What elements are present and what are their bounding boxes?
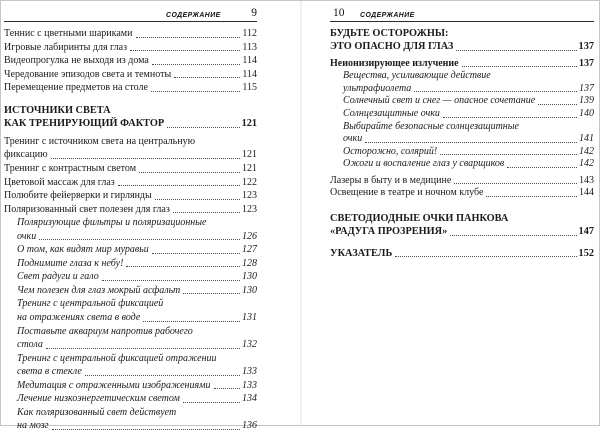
toc-entry: [4, 338, 257, 352]
toc-entry: [4, 135, 257, 149]
toc-entry-title: на отражениях света в воде: [17, 312, 141, 324]
toc-entry-title: очки: [17, 230, 37, 242]
toc-entry-page-number: 141: [579, 133, 594, 145]
dot-leader: [126, 266, 240, 267]
toc-entry: [4, 27, 257, 41]
toc-entry-page-number: 147: [578, 226, 594, 238]
toc-entry-page-number: 114: [242, 68, 258, 80]
toc-entry: [4, 81, 257, 95]
toc-entry: [4, 325, 257, 339]
toc-entry-title: Освещение в театре и ночном клубе: [330, 187, 484, 199]
page-header-right: [330, 6, 594, 22]
toc-entry-title: Медитация с отраженными изображениями: [17, 379, 211, 391]
page-right: [300, 1, 599, 425]
toc-entry-page-number: 127: [242, 244, 258, 256]
dot-leader: [102, 280, 240, 281]
dot-leader: [143, 321, 240, 322]
toc-entry-page-number: 115: [242, 82, 258, 94]
toc-entry: [4, 365, 257, 379]
toc-entry-title: Теннис с цветными шариками: [4, 28, 133, 39]
toc-entry-title: стола: [17, 339, 43, 351]
dot-leader: [152, 253, 240, 254]
dot-leader: [174, 77, 240, 78]
toc-entry: [330, 225, 594, 238]
dot-leader: [365, 142, 577, 143]
toc-entry: [4, 311, 257, 325]
toc-entry-page-number: 112: [242, 28, 258, 39]
toc-list-left: [4, 27, 257, 433]
toc-entry: [4, 392, 257, 406]
page-left: [1, 1, 300, 432]
toc-entry: [4, 189, 257, 203]
toc-entry: [330, 175, 594, 188]
dot-leader: [130, 50, 240, 51]
toc-entry: [330, 95, 594, 108]
toc-entry: [330, 58, 594, 71]
toc-entry-page-number: 142: [579, 145, 594, 157]
running-title: СОДЕРЖАНИЕ: [359, 10, 415, 19]
toc-entry-title: Как поляризованный свет действует: [17, 406, 177, 418]
dot-leader: [538, 104, 577, 105]
dot-leader: [414, 91, 577, 92]
dot-leader: [214, 388, 240, 389]
toc-entry-title: Полюбите фейерверки и гирлянды: [4, 190, 152, 202]
toc-entry-page-number: 137: [579, 57, 594, 69]
toc-entry-title: ИСТОЧНИКИ СВЕТА: [4, 104, 111, 116]
toc-entry-title: Видеопрогулка не выходя из дома: [4, 55, 149, 67]
toc-entry-page-number: 123: [242, 203, 258, 215]
toc-entry: [330, 27, 594, 40]
toc-entry-title: Солнцезащитные очки: [343, 108, 440, 119]
toc-entry: [4, 216, 257, 230]
toc-entry-page-number: 130: [242, 271, 258, 283]
dot-leader: [462, 66, 577, 67]
toc-entry: [4, 68, 257, 82]
toc-entry: [4, 284, 257, 298]
toc-entry-title: Солнечный свет и снег — опасное сочетание: [343, 95, 536, 107]
toc-entry-title: Поляризованный свет полезен для глаз: [4, 203, 170, 215]
toc-entry: [4, 203, 257, 217]
toc-entry-page-number: 152: [578, 247, 594, 259]
toc-entry-page-number: 137: [578, 41, 594, 53]
toc-entry-title: света в стекле: [17, 366, 82, 378]
toc-entry-title: ультрафиолета: [343, 82, 412, 94]
toc-entry: [4, 419, 257, 433]
toc-entry-title: Тренинг с центральной фиксацией: [17, 298, 164, 310]
toc-entry-title: Тренинг с контрастным светом: [4, 163, 137, 175]
toc-entry-page-number: 122: [242, 176, 258, 188]
toc-entry-page-number: 126: [242, 230, 258, 242]
toc-entry-title: фиксацию: [4, 149, 48, 161]
toc-entry-title: Чередование эпизодов света и темноты: [4, 68, 172, 80]
toc-entry-title: Лечение низкоэнергетическим светом: [17, 393, 180, 405]
toc-entry: [4, 379, 257, 393]
running-title: СОДЕРЖАНИЕ: [165, 10, 221, 19]
toc-entry-title: Цветовой массаж для глаз: [4, 176, 115, 188]
toc-entry: [330, 133, 594, 146]
toc-entry: [4, 54, 257, 68]
page-number: 9: [251, 7, 258, 19]
dot-leader: [443, 117, 577, 118]
dot-leader: [155, 199, 240, 200]
dot-leader: [52, 429, 241, 430]
toc-entry-title: Поставьте аквариум напротив рабочего: [17, 325, 193, 337]
toc-entry-title: Игровые лабиринты для глаз: [4, 41, 128, 53]
dot-leader: [440, 154, 577, 155]
dot-leader: [39, 239, 240, 240]
dot-leader: [51, 158, 240, 159]
dot-leader: [183, 293, 240, 294]
toc-entry: [4, 41, 257, 55]
toc-entry: [330, 121, 594, 134]
toc-entry: [4, 406, 257, 420]
toc-entry-title: Свет радуги и гало: [17, 271, 99, 283]
toc-entry-page-number: 144: [579, 187, 594, 199]
toc-entry-title: ЭТО ОПАСНО ДЛЯ ГЛАЗ: [330, 41, 454, 53]
toc-entry-page-number: 130: [242, 284, 258, 296]
page-number: 10: [333, 7, 345, 19]
toc-entry-title: О том, как видят мир муравьи: [17, 244, 149, 256]
toc-entry-page-number: 143: [579, 174, 594, 186]
toc-entry: [4, 162, 257, 176]
toc-entry: [330, 108, 594, 121]
toc-entry-page-number: 128: [242, 257, 258, 269]
toc-entry-page-number: 133: [242, 366, 258, 378]
toc-entry: [4, 148, 257, 162]
toc-entry: [4, 352, 257, 366]
toc-entry: [4, 257, 257, 271]
toc-entry: [330, 212, 594, 225]
toc-entry-title: Тренинг с источником света на центральную: [4, 135, 196, 147]
toc-entry-title: Вещества, усиливающие действие: [343, 70, 491, 82]
dot-leader: [118, 185, 240, 186]
toc-entry-title: УКАЗАТЕЛЬ: [330, 247, 393, 259]
dot-leader: [454, 183, 577, 184]
toc-entry-page-number: 131: [242, 312, 258, 324]
toc-entry-title: Ожоги и воспаление глаз у сварщиков: [343, 158, 505, 170]
toc-entry-title: Тренинг с центральной фиксацией отражении: [17, 352, 217, 364]
toc-entry: [330, 187, 594, 200]
dot-leader: [395, 256, 576, 257]
dot-leader: [456, 50, 576, 51]
toc-entry-title: Лазеры в быту и в медицине: [330, 174, 452, 186]
toc-entry-page-number: 121: [242, 149, 258, 161]
toc-entry: [4, 270, 257, 284]
dot-leader: [136, 37, 241, 38]
toc-entry: [330, 158, 594, 171]
toc-entry: [330, 247, 594, 260]
toc-entry-title: Поднимите глаза к небу!: [17, 257, 124, 269]
dot-leader: [139, 172, 240, 173]
toc-entry: [4, 243, 257, 257]
toc-entry-title: КАК ТРЕНИРУЮЩИЙ ФАКТОР: [4, 118, 165, 130]
toc-entry-page-number: 134: [242, 393, 258, 405]
toc-entry-page-number: 140: [579, 108, 594, 119]
toc-entry-title: «РАДУГА ПРОЗРЕНИЯ»: [330, 226, 448, 238]
dot-leader: [450, 235, 576, 236]
toc-entry-page-number: 113: [242, 41, 258, 53]
toc-entry: [4, 117, 257, 131]
toc-entry: [4, 176, 257, 190]
toc-entry: [330, 146, 594, 159]
page-gutter-divider: [300, 1, 302, 425]
toc-entry-page-number: 139: [579, 95, 594, 107]
dot-leader: [85, 375, 240, 376]
toc-entry-page-number: 123: [242, 190, 258, 202]
dot-leader: [486, 196, 577, 197]
toc-entry: [4, 104, 257, 118]
toc-entry-title: Осторожно, солярий!: [343, 145, 438, 157]
dot-leader: [167, 127, 239, 128]
toc-entry: [4, 297, 257, 311]
toc-entry-title: БУДЬТЕ ОСТОРОЖНЫ:: [330, 28, 449, 39]
toc-entry-page-number: 121: [241, 118, 258, 130]
toc-entry-title: Перемещение предметов на столе: [4, 82, 148, 94]
page-header-left: [4, 6, 257, 22]
dot-leader: [173, 212, 240, 213]
toc-entry-page-number: 133: [242, 379, 258, 391]
toc-entry-title: Выбирайте безопасные солнцезащитные: [343, 120, 519, 132]
toc-entry-page-number: 136: [242, 420, 258, 432]
dot-leader: [46, 348, 240, 349]
toc-entry-page-number: 132: [242, 339, 258, 351]
toc-entry: [4, 230, 257, 244]
toc-entry-page-number: 121: [242, 163, 258, 175]
dot-leader: [183, 402, 240, 403]
toc-entry-title: Чем полезен для глаз мокрый асфальт: [17, 284, 181, 296]
toc-entry-page-number: 114: [242, 55, 258, 67]
toc-entry: [330, 40, 594, 53]
toc-list-right: [330, 27, 594, 260]
toc-entry: [330, 83, 594, 96]
toc-entry-page-number: 142: [579, 158, 594, 170]
toc-entry: [330, 70, 594, 83]
toc-entry-title: СВЕТОДИОДНЫЕ ОЧКИ ПАНКОВА: [330, 212, 509, 224]
dot-leader: [507, 167, 577, 168]
toc-entry-page-number: 137: [579, 82, 594, 94]
toc-entry-title: на мозг: [17, 420, 49, 432]
dot-leader: [151, 91, 240, 92]
toc-entry-title: Неионизирующее излучение: [330, 57, 459, 69]
toc-entry-title: Поляризующие фильтры и поляризационные: [17, 217, 207, 229]
toc-entry-title: очки: [343, 133, 363, 145]
dot-leader: [152, 64, 241, 65]
